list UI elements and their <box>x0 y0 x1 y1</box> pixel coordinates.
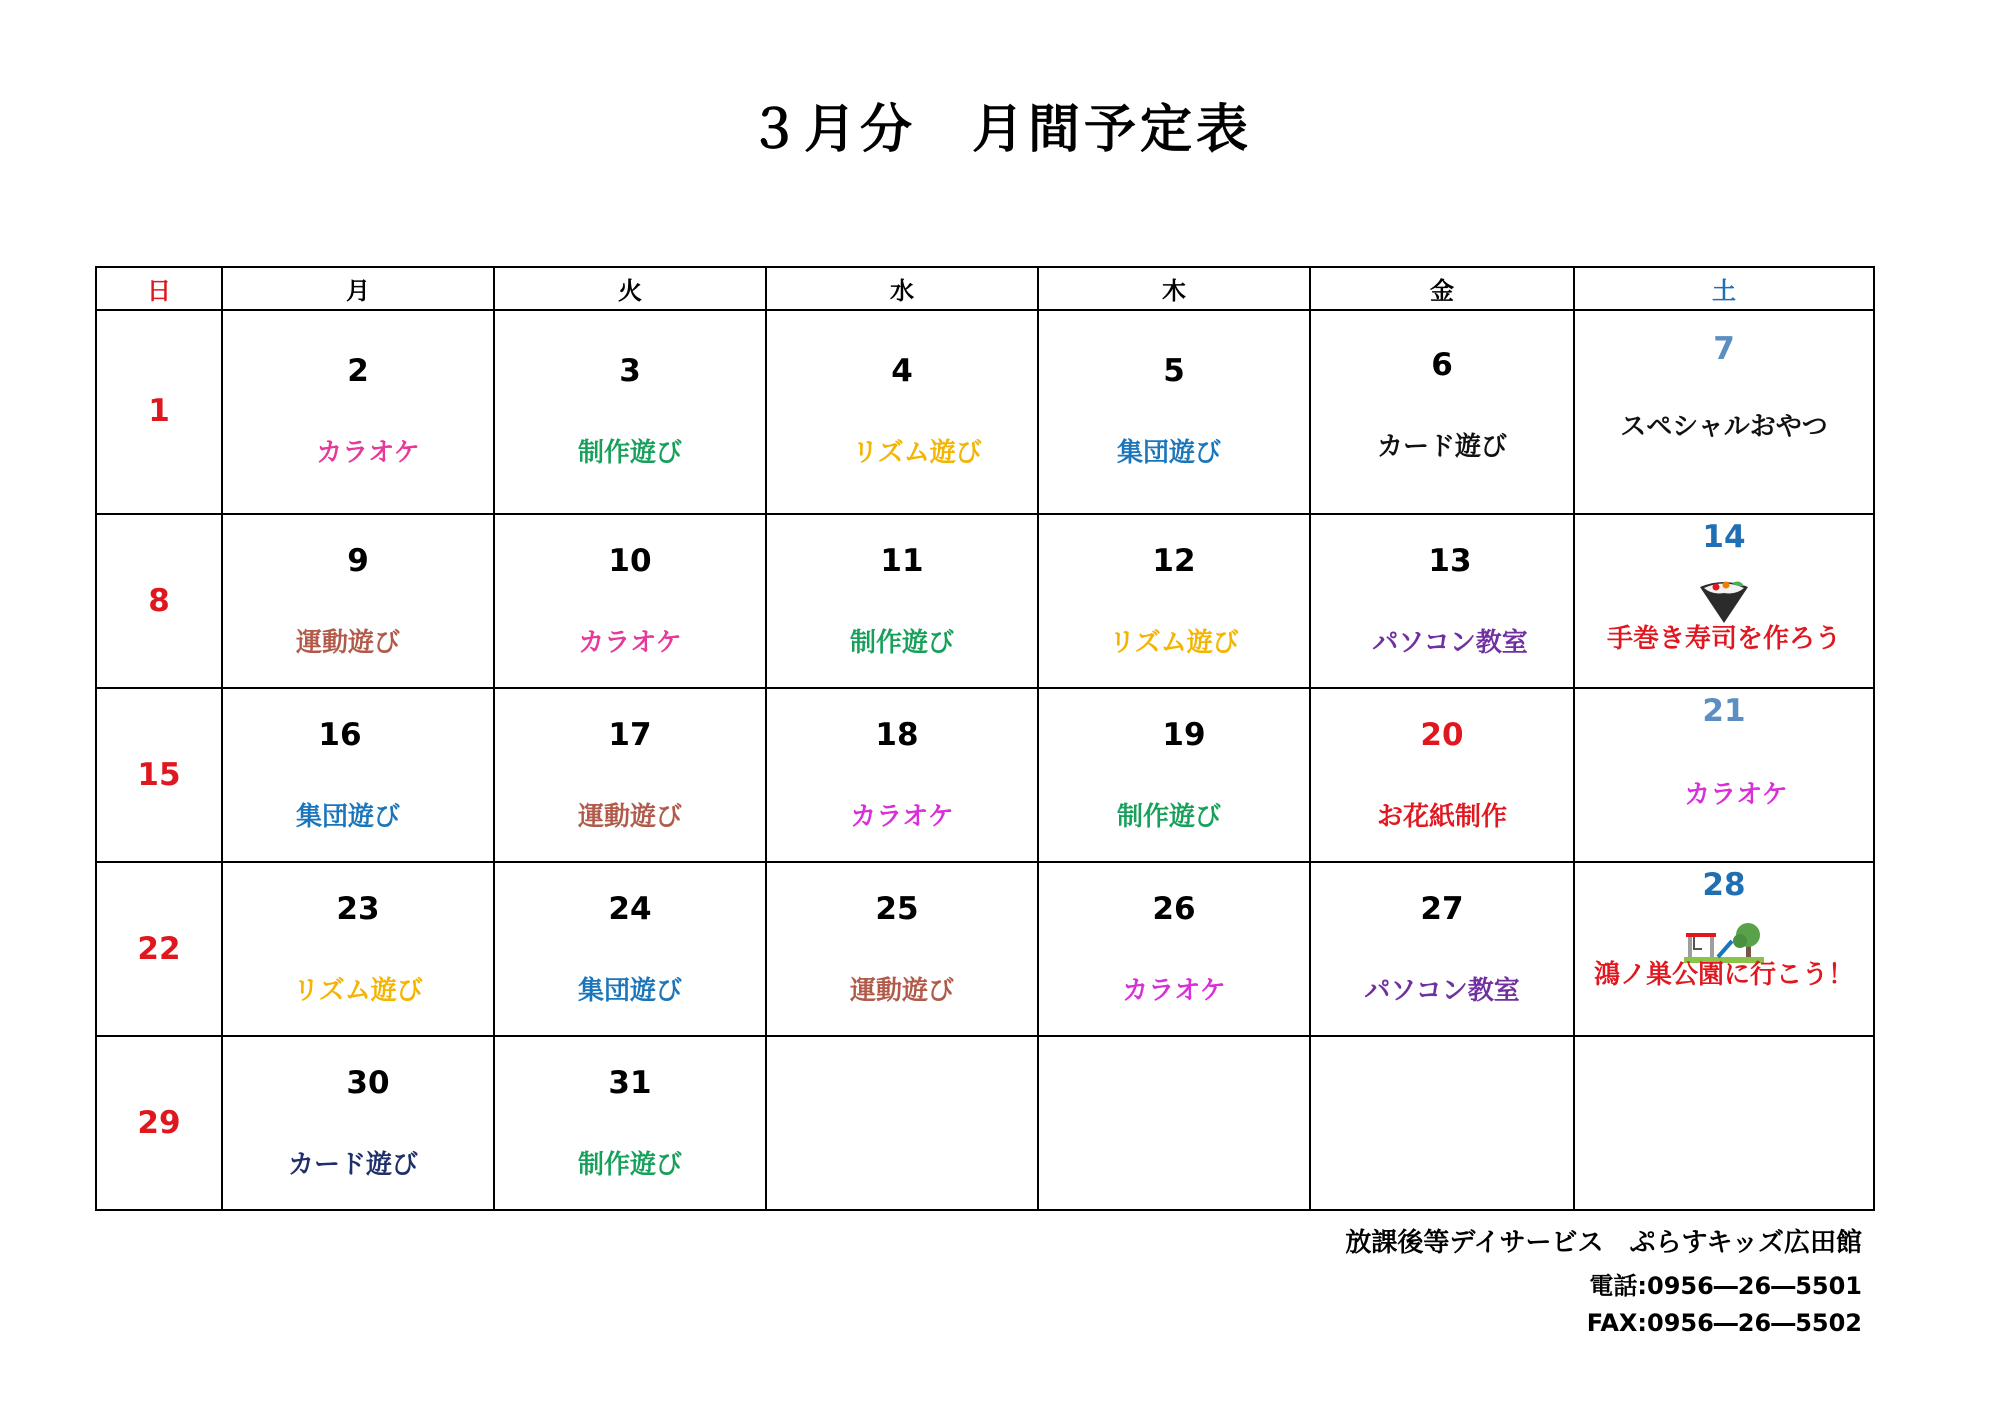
day-cell <box>494 688 766 862</box>
day-cell-saturday <box>1574 862 1874 1036</box>
facility-name: 放課後等デイサービス ぷらすキッズ広田館 <box>1345 1228 1862 1258</box>
day-cell <box>1038 862 1310 1036</box>
day-number: 21 <box>1702 693 1746 729</box>
activity-label: リズム遊び <box>852 438 982 468</box>
day-cell <box>1038 514 1310 688</box>
day-cell <box>222 1036 494 1210</box>
day-number: 12 <box>1152 543 1196 579</box>
weekday-header-row <box>96 267 1874 310</box>
week-row-5 <box>96 1036 1874 1210</box>
day-number: 28 <box>1702 867 1746 903</box>
header-sunday: 日 <box>96 267 222 310</box>
day-number: 5 <box>1163 353 1185 389</box>
activity-label: パソコン教室 <box>1364 976 1520 1006</box>
activity-label: 手巻き寿司を作ろう <box>1606 624 1841 654</box>
day-number: 10 <box>608 543 652 579</box>
activity-label: リズム遊び <box>1109 628 1239 658</box>
sunday-date: 22 <box>137 931 181 967</box>
day-number: 31 <box>608 1065 652 1101</box>
day-cell <box>494 1036 766 1210</box>
day-cell <box>222 688 494 862</box>
fax-number: FAX:0956―26―5502 <box>1586 1309 1862 1337</box>
day-cell <box>1038 688 1310 862</box>
day-cell <box>222 862 494 1036</box>
week-row-1 <box>96 310 1874 514</box>
activity-label: カラオケ <box>578 628 682 658</box>
empty-cell <box>1310 1036 1574 1210</box>
header-wednesday: 水 <box>766 267 1038 310</box>
header-monday: 月 <box>222 267 494 310</box>
day-number: 3 <box>619 353 641 389</box>
phone-number: 電話:0956―26―5501 <box>1589 1272 1862 1300</box>
day-number: 13 <box>1428 543 1472 579</box>
day-number: 2 <box>347 353 369 389</box>
day-number: 23 <box>336 891 380 927</box>
day-number: 9 <box>347 543 369 579</box>
day-number: 17 <box>608 717 652 753</box>
sunday-date: 15 <box>137 757 181 793</box>
activity-label: 制作遊び <box>849 628 954 658</box>
activity-label: パソコン教室 <box>1372 628 1528 658</box>
day-cell <box>222 310 494 514</box>
sunday-cell <box>96 688 222 862</box>
day-cell <box>1310 310 1574 514</box>
day-cell <box>766 688 1038 862</box>
day-number: 4 <box>891 353 913 389</box>
day-cell <box>222 514 494 688</box>
sunday-cell <box>96 514 222 688</box>
activity-label: 鴻ノ巣公園に行こう！ <box>1593 960 1854 990</box>
day-number: 16 <box>318 717 362 753</box>
day-number: 18 <box>875 717 919 753</box>
empty-cell <box>1574 1036 1874 1210</box>
day-number: 24 <box>608 891 652 927</box>
day-cell <box>1310 688 1574 862</box>
day-cell-saturday <box>1574 514 1874 688</box>
day-cell <box>494 310 766 514</box>
day-number: 30 <box>346 1065 390 1101</box>
day-number: 14 <box>1702 519 1746 555</box>
sunday-date: 8 <box>148 583 170 619</box>
day-cell <box>766 862 1038 1036</box>
activity-label: スペシャルおやつ <box>1620 412 1828 442</box>
day-number: 11 <box>880 543 924 579</box>
sunday-cell <box>96 862 222 1036</box>
activity-label: 運動遊び <box>849 976 954 1006</box>
header-tuesday: 火 <box>494 267 766 310</box>
activity-label: カラオケ <box>1122 976 1226 1006</box>
activity-label: カラオケ <box>1684 780 1788 810</box>
day-cell <box>1038 310 1310 514</box>
header-saturday: 土 <box>1574 267 1874 310</box>
activity-label: カード遊び <box>287 1150 418 1180</box>
day-number: 27 <box>1420 891 1464 927</box>
activity-label: 集団遊び <box>577 976 682 1006</box>
sushi-hand-roll-icon <box>1575 577 1873 629</box>
empty-cell <box>766 1036 1038 1210</box>
day-number: 6 <box>1431 347 1453 383</box>
day-cell-saturday <box>1574 310 1874 514</box>
day-cell <box>766 514 1038 688</box>
activity-label: 運動遊び <box>577 802 682 832</box>
activity-label: リズム遊び <box>293 976 423 1006</box>
week-row-2 <box>96 514 1874 688</box>
empty-cell <box>1038 1036 1310 1210</box>
sunday-date: 1 <box>148 393 170 429</box>
header-friday: 金 <box>1310 267 1574 310</box>
activity-label: お花紙制作 <box>1376 802 1507 832</box>
header-thursday: 木 <box>1038 267 1310 310</box>
day-number: 25 <box>875 891 919 927</box>
week-row-3 <box>96 688 1874 862</box>
page-title: ３月分 月間予定表 <box>747 100 1252 160</box>
activity-label: 集団遊び <box>295 802 400 832</box>
activity-label: 制作遊び <box>1116 802 1221 832</box>
day-cell <box>494 514 766 688</box>
sunday-cell <box>96 1036 222 1210</box>
activity-label: 運動遊び <box>295 628 400 658</box>
sunday-cell <box>96 310 222 514</box>
activity-label: カラオケ <box>850 802 954 832</box>
day-number: 7 <box>1713 331 1735 367</box>
activity-label: 制作遊び <box>577 1150 682 1180</box>
activity-label: 制作遊び <box>577 438 682 468</box>
day-cell-saturday <box>1574 688 1874 862</box>
day-number: 26 <box>1152 891 1196 927</box>
sunday-date: 29 <box>137 1105 181 1141</box>
day-cell <box>766 310 1038 514</box>
activity-label: カード遊び <box>1376 432 1507 462</box>
day-number: 20 <box>1420 717 1464 753</box>
day-number: 19 <box>1162 717 1206 753</box>
monthly-calendar <box>95 266 1875 1211</box>
day-cell <box>1310 514 1574 688</box>
activity-label: カラオケ <box>316 438 420 468</box>
day-cell <box>494 862 766 1036</box>
week-row-4 <box>96 862 1874 1036</box>
activity-label: 集団遊び <box>1116 438 1221 468</box>
day-cell <box>1310 862 1574 1036</box>
